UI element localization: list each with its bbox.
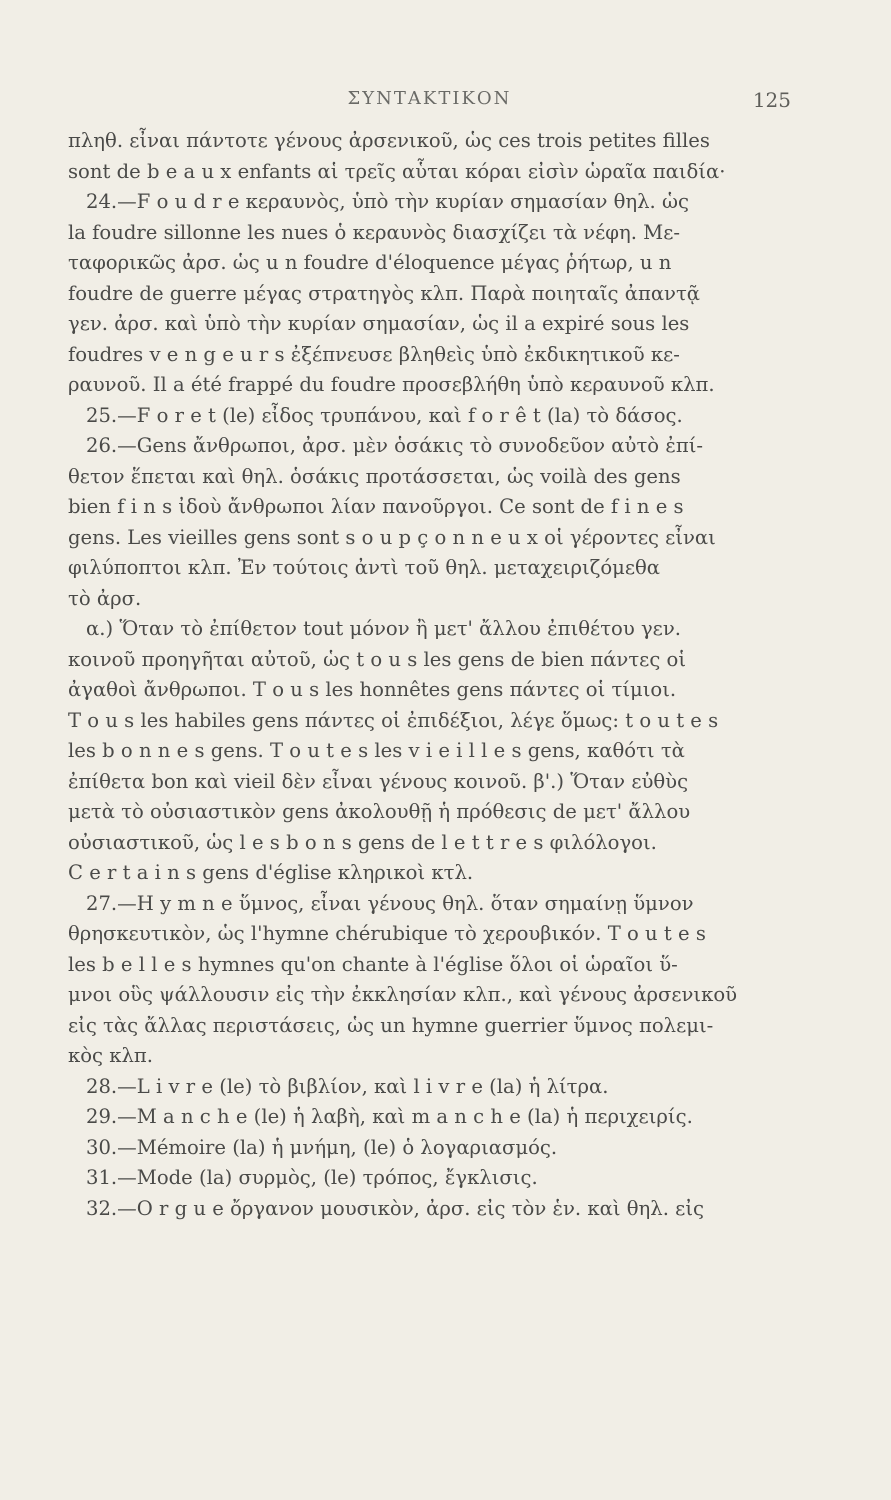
text-line: α.) Ὅταν τὸ ἐπίθετον tout μόνον ἢ μετ' ἄλλου ἐπιθέτου γεν. bbox=[86, 617, 681, 640]
text-line: ἀγαθοὶ ἄνθρωποι. T o u s les honnêtes gens πάντες οἱ τίμιοι. bbox=[68, 678, 677, 701]
text-line: la foudre sillonne les nues ὁ κεραυνὸς διασχίζει τὰ νέφη. Με- bbox=[68, 220, 680, 244]
text-line: foudre de guerre μέγας στρατηγὸς κλπ. Παρὰ ποιηταῖς ἀπαντᾷ bbox=[68, 281, 701, 305]
text-line: εἰς τὰς ἄλλας περιστάσεις, ὡς un hymne guerrier ὕμνος πολεμι- bbox=[68, 1013, 714, 1037]
text-line: γεν. ἀρσ. καὶ ὑπὸ τὴν κυρίαν σημασίαν, ὡς il a expiré sous les bbox=[68, 312, 690, 335]
text-line: κὸς κλπ. bbox=[68, 1044, 154, 1067]
text-line: πληθ. εἶναι πάντοτε γένους ἀρσενικοῦ, ὡς ces trois petites filles bbox=[68, 129, 710, 152]
page-header bbox=[68, 88, 791, 118]
text-line: C e r t a i n s gens d'église κληρικοὶ κτλ. bbox=[68, 861, 474, 884]
text-line: μνοι οὓς ψάλλουσιν εἰς τὴν ἐκκλησίαν κλπ., καὶ γένους ἀρσενικοῦ bbox=[68, 983, 738, 1006]
text-line: gens. Les vieilles gens sont s o u p ç o n n e u x οἱ γέροντες εἶναι bbox=[68, 525, 716, 549]
page-number: 125 bbox=[752, 88, 791, 112]
text-line: 28.—L i v r e (le) τὸ βιβλίον, καὶ l i v r e (la) ἡ λίτρα. bbox=[86, 1074, 609, 1098]
text-line: 24.—F o u d r e κεραυνὸς, ὑπὸ τὴν κυρίαν σημασίαν θηλ. ὡς bbox=[86, 190, 689, 213]
text-line: θετον ἕπεται καὶ θηλ. ὁσάκις προτάσσεται, ὡς voilà des gens bbox=[68, 464, 681, 488]
text-line: bien f i n s ἰδοὺ ἄνθρωποι λίαν πανοῦργοι. Ce sont de f i n e s bbox=[68, 495, 684, 518]
text-line: φιλύποπτοι κλπ. Ἐν τούτοις ἀντὶ τοῦ θηλ. μεταχειριζόμεθα bbox=[68, 556, 661, 579]
text-line: θρησκευτικὸν, ὡς l'hymne chérubique τὸ χερουβικόν. T o u t e s bbox=[68, 922, 706, 945]
text-line: 31.—Mode (la) συρμὸς, (le) τρόπος, ἔγκλισις. bbox=[86, 1166, 538, 1189]
text-line: 26.—Gens ἄνθρωποι, ἀρσ. μὲν ὁσάκις τὸ συνοδεῦον αὐτὸ ἐπί- bbox=[86, 434, 704, 457]
text-line: 27.—H y m n e ὕμνος, εἶναι γένους θηλ. ὅταν σημαίνῃ ὕμνον bbox=[86, 891, 694, 915]
text-line: 32.—O r g u e ὄργανον μουσικὸν, ἀρσ. εἰς τὸν ἑν. καὶ θηλ. εἰς bbox=[86, 1196, 704, 1220]
text-line: sont de b e a u x enfants αἱ τρεῖς αὗται κόραι εἰσὶν ὡραῖα παιδία· bbox=[68, 159, 726, 183]
text-line: ταφορικῶς ἀρσ. ὡς u n foudre d'éloquence μέγας ῥήτωρ, u n bbox=[68, 251, 672, 274]
text-line: τὸ ἀρσ. bbox=[68, 586, 142, 610]
text-line: ἐπίθετα bon καὶ vieil δὲν εἶναι γένους κοινοῦ. β'.) Ὅταν εὐθὺς bbox=[68, 769, 689, 793]
text-line: T o u s les habiles gens πάντες οἱ ἐπιδέξιοι, λέγε ὅμως: t o u t e s bbox=[68, 708, 719, 732]
text-line: 25.—F o r e t (le) εἶδος τρυπάνου, καὶ f o r ê t (la) τὸ δάσος. bbox=[86, 403, 683, 427]
text-line: foudres v e n g e u r s ἐξέπνευσε βληθεὶς ὑπὸ ἐκδικητικοῦ κε- bbox=[68, 342, 680, 366]
text-line: ραυνοῦ. Il a été frappé du foudre προσεβλήθη ὑπὸ κεραυνοῦ κλπ. bbox=[68, 373, 715, 396]
text-line: les b e l l e s hymnes qu'on chante à l'église ὅλοι οἱ ὡραῖοι ὕ- bbox=[68, 952, 678, 976]
text-line: 30.—Mémoire (la) ἡ μνήμη, (le) ὁ λογαριασμός. bbox=[86, 1135, 558, 1159]
text-line: 29.—M a n c h e (le) ἡ λαβὴ, καὶ m a n c h e (la) ἡ περιχειρίς. bbox=[86, 1105, 693, 1128]
running-title: ΣΥΝΤΑΚΤΙΚΟΝ bbox=[347, 88, 512, 109]
text-line: οὐσιαστικοῦ, ὡς l e s b o n s gens de l e t t r e s φιλόλογοι. bbox=[68, 830, 657, 854]
text-line: κοινοῦ προηγῆται αὐτοῦ, ὡς t o u s les gens de bien πάντες οἱ bbox=[68, 647, 687, 671]
text-line: μετὰ τὸ οὐσιαστικὸν gens ἀκολουθῇ ἡ πρόθεσις de μετ' ἄλλου bbox=[68, 800, 691, 823]
body-text bbox=[68, 126, 791, 1224]
text-line: les b o n n e s gens. T o u t e s les v i e i l l e s gens, καθότι τὰ bbox=[68, 739, 685, 762]
